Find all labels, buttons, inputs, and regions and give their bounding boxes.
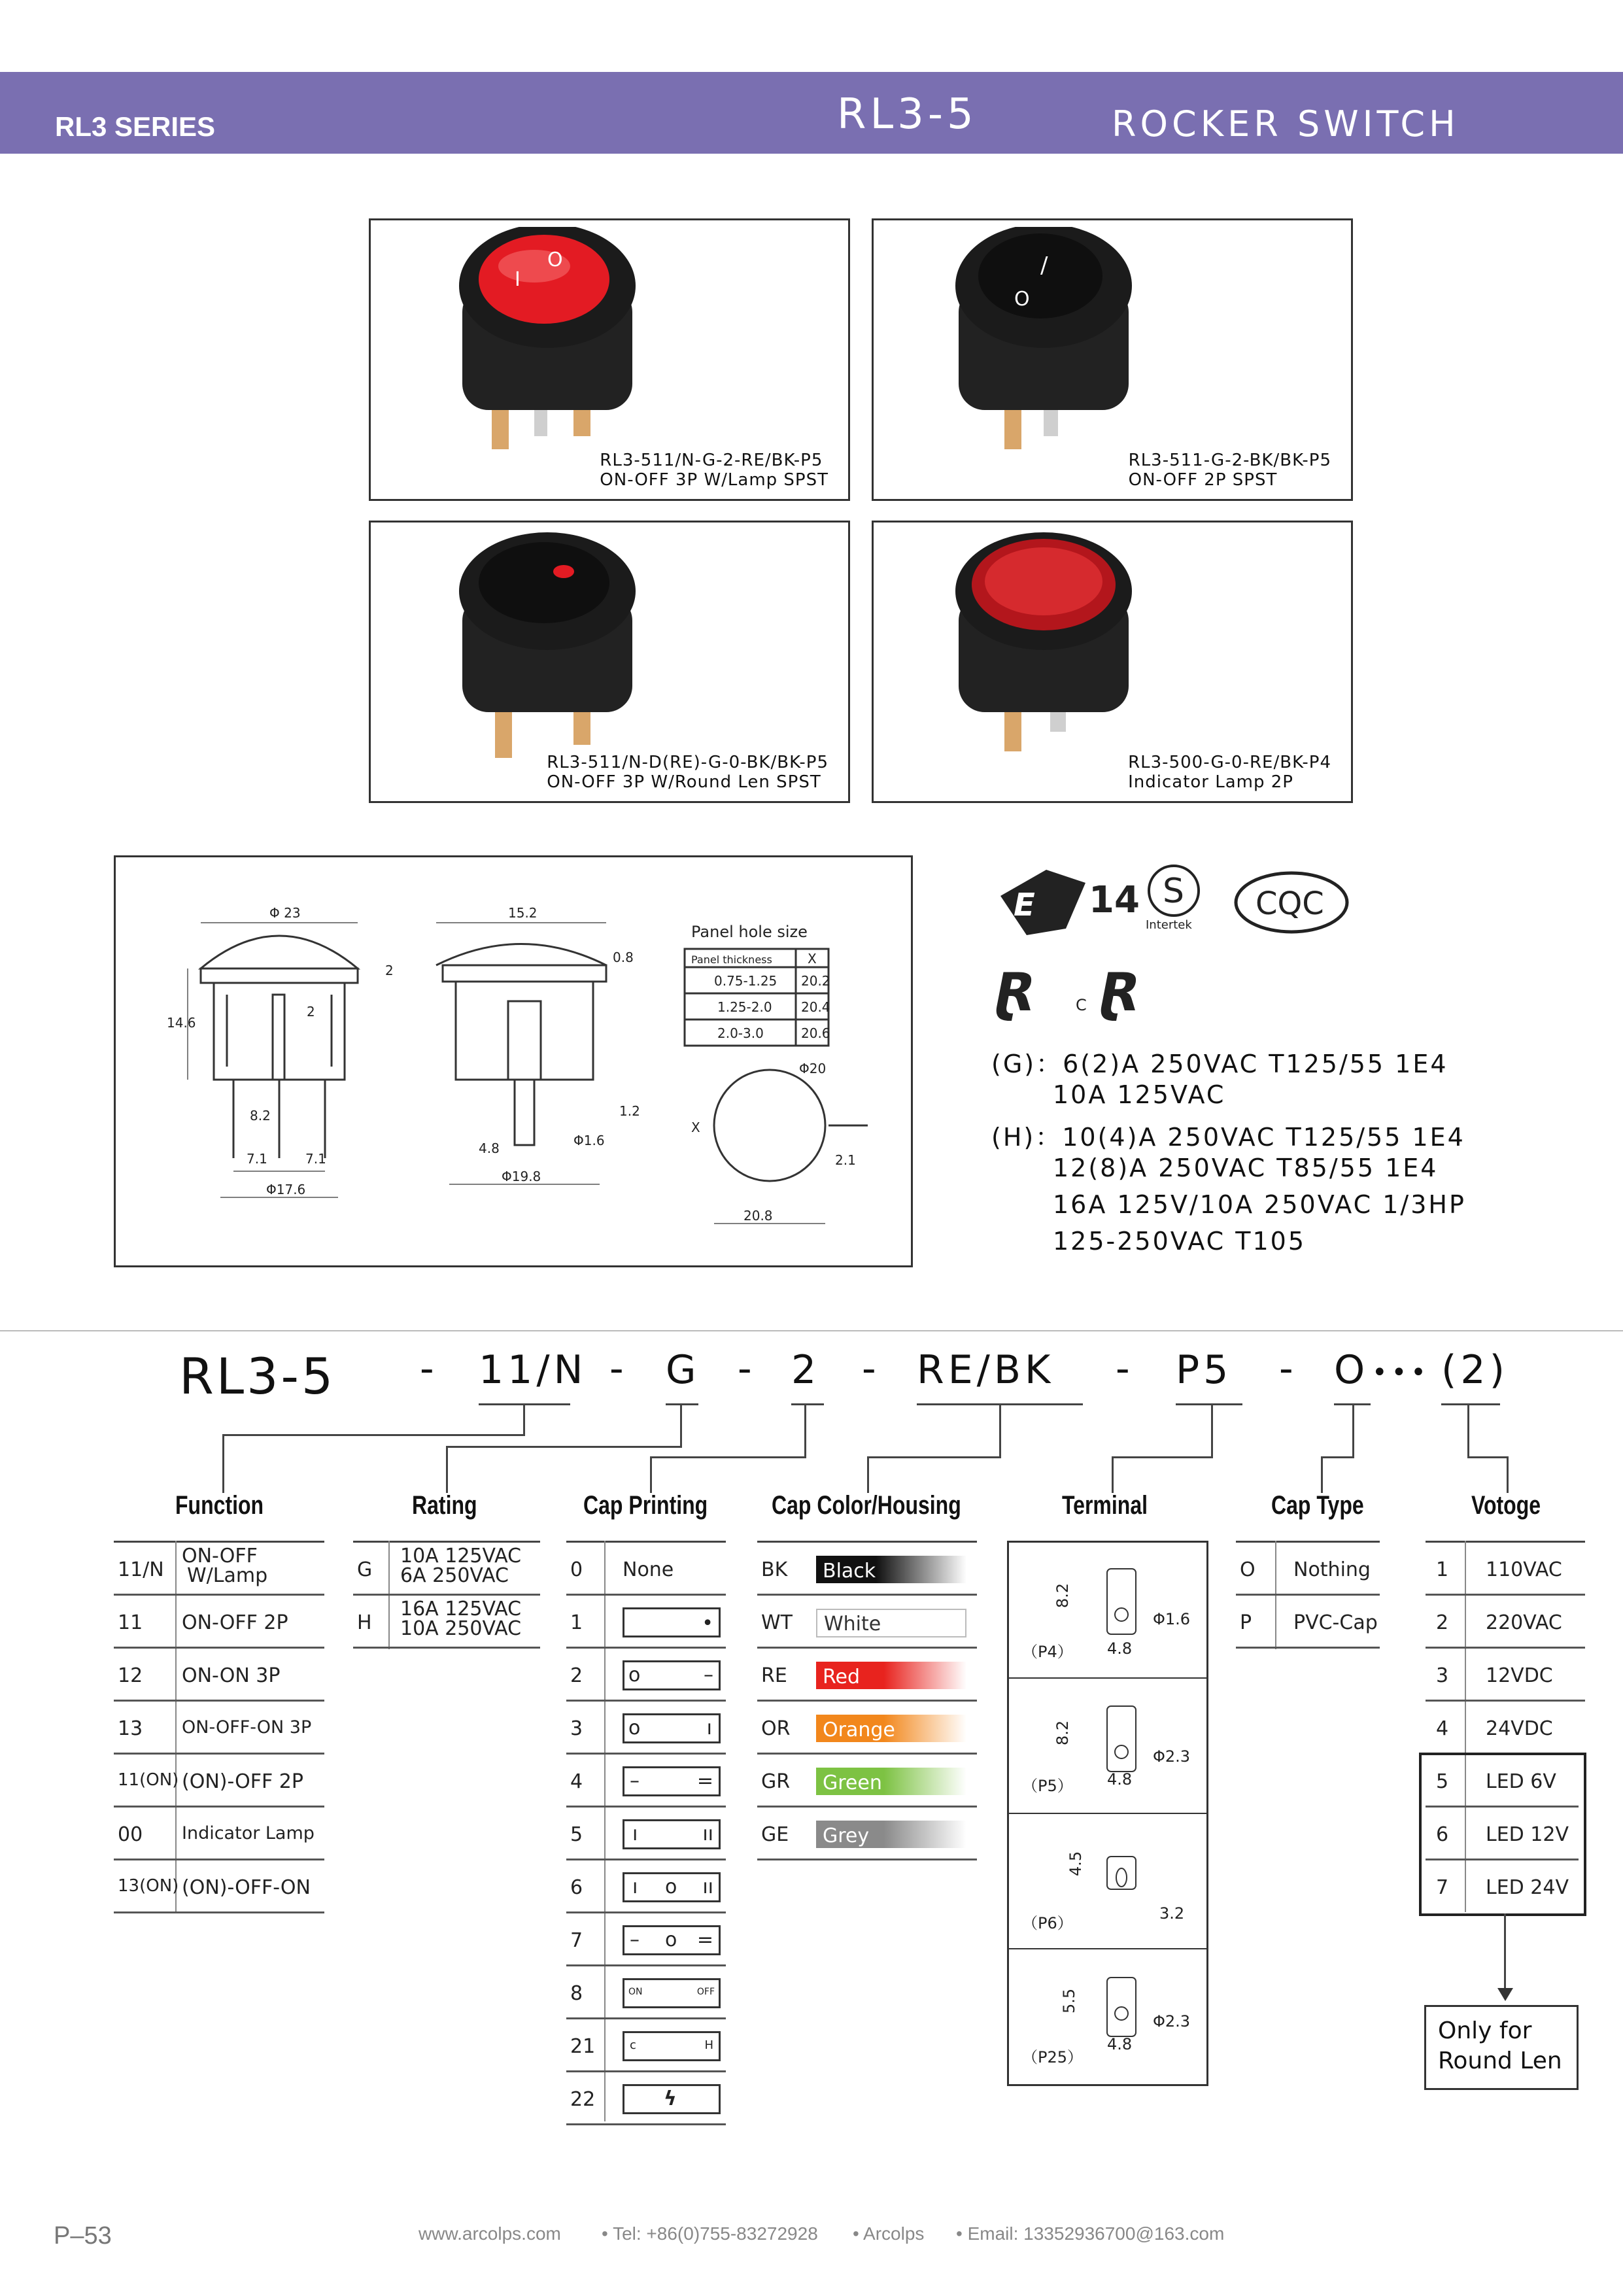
svg-text:20.8: 20.8 (743, 1208, 773, 1224)
spec-line-5: 16A 125V/10A 250VAC 1/3HP (1053, 1190, 1466, 1219)
certification-logos (987, 857, 1367, 1027)
connector (1507, 1456, 1509, 1493)
terminal-table (1007, 1541, 1208, 2086)
connector (804, 1403, 806, 1458)
printing-row: 4 – = (566, 1755, 726, 1808)
switch-image-round-len (436, 529, 658, 791)
connector (523, 1403, 525, 1436)
function-row: 11(ON) (ON)-OFF 2P (114, 1755, 324, 1808)
svg-text:4.5: 4.5 (1067, 1851, 1085, 1876)
svg-text:Φ17.6: Φ17.6 (266, 1182, 306, 1197)
printing-row: 5 ı ıı (566, 1808, 726, 1860)
connector (1112, 1456, 1114, 1493)
function-row: 11 ON-OFF 2P (114, 1596, 324, 1649)
svg-text:4.8: 4.8 (1107, 1770, 1133, 1789)
pn-dash: - (1279, 1346, 1293, 1392)
footer-tel: • Tel: +86(0)755-83272928 (602, 2223, 818, 2244)
svg-text:O: O (1014, 288, 1030, 311)
pn-printing: 2 (791, 1347, 821, 1393)
voltage-row: 6 LED 12V (1426, 1808, 1579, 1860)
svg-text:0.75-1.25: 0.75-1.25 (714, 973, 777, 989)
heading-function: Function (175, 1491, 264, 1520)
photo-2-caption: RL3-511-G-2-BK/BK-P5 ON-OFF 2P SPST (1128, 451, 1331, 490)
heading-terminal: Terminal (1062, 1491, 1148, 1520)
function-row: 12 ON-ON 3P (114, 1649, 324, 1702)
svg-text:Intertek: Intertek (1146, 918, 1192, 932)
spec-line-1: (G)：6(2)A 250VAC T125/55 1E4 (991, 1050, 1448, 1078)
printing-row: 22 ϟ (566, 2072, 726, 2125)
svg-text:C: C (1076, 996, 1087, 1014)
captype-row: P PVC-Cap (1236, 1596, 1380, 1649)
pn-dash: - (738, 1346, 752, 1392)
function-row: 13 ON-OFF-ON 3P (114, 1702, 324, 1755)
rating-row: G 10A 125VAC 6A 250VAC (353, 1543, 540, 1596)
color-row: OR Orange (757, 1702, 977, 1755)
spec-line-3: (H)：10(4)A 250VAC T125/55 1E4 (991, 1123, 1465, 1152)
svg-text:（P4）: （P4） (1022, 1643, 1073, 1661)
svg-text:Φ20: Φ20 (799, 1061, 827, 1076)
connector (680, 1403, 682, 1448)
svg-text:Φ1.6: Φ1.6 (573, 1133, 605, 1148)
ul-logos (994, 962, 1139, 1023)
print-symbol-c-h: c H (623, 2031, 721, 2061)
svg-text:1.2: 1.2 (619, 1103, 640, 1119)
connector (1211, 1403, 1213, 1458)
photo-panel-4 (872, 521, 1353, 803)
svg-text:O: O (547, 248, 563, 271)
photo-panel-1 (369, 218, 850, 501)
svg-text:S: S (1163, 872, 1185, 911)
svg-text:0.8: 0.8 (613, 950, 634, 965)
photo-panel-2 (872, 218, 1353, 501)
connector (867, 1456, 869, 1493)
connector (1441, 1403, 1500, 1405)
svg-text:（P6）: （P6） (1022, 1914, 1073, 1932)
connector (446, 1446, 682, 1448)
footer-brand: • Arcolps (853, 2223, 925, 2244)
arrow-down-icon (1497, 1988, 1513, 2001)
print-symbol-i-ii: ı ıı (623, 1819, 721, 1849)
switch-image-red-lamp (436, 227, 658, 488)
color-row: GE Grey (757, 1808, 977, 1860)
swatch-red: Red (816, 1662, 966, 1689)
print-symbol-i-o-ii: ı o ıı (623, 1872, 721, 1902)
svg-text:Φ2.3: Φ2.3 (1153, 2012, 1191, 2030)
svg-text:Panel hole size: Panel hole size (691, 923, 808, 941)
svg-text:15.2: 15.2 (508, 905, 538, 921)
voltage-row: 1 110VAC (1426, 1543, 1585, 1596)
svg-text:8.2: 8.2 (1053, 1720, 1072, 1745)
photo-1-caption: RL3-511/N-G-2-RE/BK-P5 ON-OFF 3P W/Lamp SPST (600, 451, 829, 490)
svg-text:5.5: 5.5 (1060, 1988, 1078, 2013)
connector (222, 1434, 224, 1493)
svg-text:2: 2 (307, 1004, 315, 1019)
swatch-black: Black (816, 1556, 966, 1583)
printing-row: 1 • (566, 1596, 726, 1649)
print-symbol-text: ON OFF (623, 1978, 721, 2008)
svg-text:CQC: CQC (1256, 885, 1324, 922)
printing-row: 3 o ı (566, 1702, 726, 1755)
footer-email[interactable]: • Email: 13352936700@163.com (956, 2223, 1225, 2244)
connector (650, 1456, 652, 1493)
connector (791, 1403, 824, 1405)
svg-text:2.0-3.0: 2.0-3.0 (717, 1025, 764, 1041)
pn-dash: - (1116, 1346, 1130, 1392)
page-number: P–53 (54, 2222, 112, 2250)
print-symbol-dot: • (623, 1607, 721, 1637)
pn-voltage: (2) (1441, 1347, 1509, 1393)
rating-row: H 16A 125VAC 10A 250VAC (353, 1596, 540, 1649)
function-row: 00 Indicator Lamp (114, 1808, 324, 1860)
photo-panel-3 (369, 521, 850, 803)
connector (999, 1403, 1001, 1458)
svg-text:8.2: 8.2 (250, 1108, 271, 1123)
intertek-logo (1146, 866, 1199, 932)
terminal-diagrams (1009, 1543, 1206, 2084)
printing-row: 6 ı o ıı (566, 1860, 726, 1913)
print-symbol-o-i: o ı (623, 1713, 721, 1743)
svg-text:4.8: 4.8 (1107, 2035, 1133, 2053)
svg-text:3.2: 3.2 (1159, 1904, 1185, 1923)
printing-row: 21 c H (566, 2019, 726, 2072)
color-row: RE Red (757, 1649, 977, 1702)
svg-text:Φ2.3: Φ2.3 (1153, 1747, 1191, 1766)
connector (1352, 1403, 1354, 1458)
series-label: RL3 SERIES (55, 111, 216, 142)
svg-text:E: E (1014, 887, 1035, 923)
svg-text:X: X (691, 1120, 700, 1135)
svg-text:1.25-2.0: 1.25-2.0 (717, 999, 772, 1015)
printing-row: 7 – o = (566, 1913, 726, 1966)
print-symbol-o-dash: o – (623, 1660, 721, 1690)
connector (867, 1456, 1001, 1458)
heading-rating: Rating (412, 1491, 477, 1520)
swatch-orange: Orange (816, 1715, 966, 1742)
pn-dots: ••• (1372, 1358, 1430, 1388)
voltage-row: 5 LED 6V (1426, 1755, 1579, 1808)
photo-4-caption: RL3-500-G-0-RE/BK-P4 Indicator Lamp 2P (1128, 753, 1331, 792)
print-symbol-dash-o-eq: – o = (623, 1925, 721, 1955)
switch-image-indicator (926, 529, 1148, 791)
pn-captype: O (1334, 1347, 1369, 1393)
voltage-row: 2 220VAC (1426, 1596, 1585, 1649)
connector (1467, 1403, 1469, 1458)
function-row: 11/N ON-OFF W/Lamp (114, 1543, 324, 1596)
svg-text:4.8: 4.8 (479, 1140, 500, 1156)
dimension-drawing (116, 857, 911, 1265)
spec-line-6: 125-250VAC T105 (1053, 1227, 1307, 1256)
swatch-grey: Grey (816, 1821, 966, 1848)
color-row: WT White (757, 1596, 977, 1649)
heading-cap-printing: Cap Printing (583, 1491, 708, 1520)
svg-text:Φ1.6: Φ1.6 (1153, 1610, 1191, 1628)
spec-line-4: 12(8)A 250VAC T85/55 1E4 (1053, 1154, 1439, 1182)
pn-dash: - (609, 1346, 624, 1392)
connector (446, 1446, 448, 1493)
pn-function: 11/N (479, 1347, 587, 1393)
color-row: GR Green (757, 1755, 977, 1808)
svg-text:Φ19.8: Φ19.8 (502, 1169, 541, 1184)
svg-text:14.6: 14.6 (167, 1015, 196, 1031)
section-divider (0, 1330, 1623, 1331)
svg-text:Ɽ: Ɽ (994, 962, 1034, 1023)
color-row: BK Black (757, 1543, 977, 1596)
svg-text:20.2: 20.2 (801, 973, 830, 989)
pn-dash: - (862, 1346, 876, 1392)
svg-text:（P5）: （P5） (1022, 1777, 1073, 1795)
switch-image-black (926, 227, 1148, 488)
svg-text:Φ 23: Φ 23 (269, 905, 301, 921)
part-number-model: RL3-5 (179, 1347, 336, 1405)
svg-text:20.4: 20.4 (801, 999, 830, 1015)
voltage-row: 3 12VDC (1426, 1649, 1585, 1702)
printing-row: 0 None (566, 1543, 726, 1596)
cqc-logo (1236, 873, 1347, 932)
connector (1321, 1456, 1323, 1493)
svg-text:X: X (808, 951, 817, 967)
technical-drawing (114, 855, 913, 1267)
pn-dash: - (420, 1346, 434, 1392)
pn-terminal: P5 (1176, 1347, 1233, 1393)
connector (650, 1456, 806, 1458)
pn-color: RE/BK (917, 1347, 1055, 1393)
printing-row: 8 ON OFF (566, 1966, 726, 2019)
svg-text:Ɽ: Ɽ (1099, 962, 1139, 1023)
voltage-row: 4 24VDC (1426, 1702, 1585, 1755)
captype-row: O Nothing (1236, 1543, 1380, 1596)
svg-text:Panel thickness: Panel thickness (691, 953, 772, 966)
svg-text:2.1: 2.1 (835, 1152, 856, 1168)
function-row: 13(ON) (ON)-OFF-ON (114, 1860, 324, 1913)
svg-text:20.6: 20.6 (801, 1025, 830, 1041)
footer-website[interactable]: www.arcolps.com (419, 2223, 561, 2244)
connector (222, 1434, 525, 1436)
connector (1176, 1403, 1242, 1405)
spec-line-2: 10A 125VAC (1053, 1080, 1226, 1109)
connector (666, 1403, 698, 1405)
round-len-note: Only for Round Len (1424, 2005, 1579, 2090)
svg-text:2: 2 (385, 963, 394, 978)
svg-text:/: / (1040, 252, 1048, 279)
print-symbol-dash-eq: – = (623, 1766, 721, 1796)
photo-3-caption: RL3-511/N-D(RE)-G-0-BK/BK-P5 ON-OFF 3P W/Round Len SPST (547, 753, 829, 792)
connector (1112, 1456, 1213, 1458)
heading-cap-color: Cap Color/Housing (772, 1491, 961, 1520)
connector (1321, 1456, 1354, 1458)
heading-voltage: Votoge (1471, 1491, 1541, 1520)
lightning-icon: ϟ (623, 2084, 721, 2114)
pn-rating: G (666, 1347, 700, 1393)
svg-text:4.8: 4.8 (1107, 1639, 1133, 1658)
svg-text:7.1: 7.1 (305, 1151, 326, 1167)
connector (1467, 1456, 1507, 1458)
swatch-green: Green (816, 1768, 966, 1795)
svg-text:14: 14 (1089, 879, 1140, 921)
svg-text:7.1: 7.1 (247, 1151, 267, 1167)
printing-row: 2 o – (566, 1649, 726, 1702)
model-title: RL3-5 (837, 90, 978, 139)
arrow-line (1504, 1913, 1506, 1992)
voltage-row: 7 LED 24V (1436, 1876, 1569, 1899)
svg-text:8.2: 8.2 (1053, 1583, 1072, 1608)
svg-text:（P25）: （P25） (1022, 2048, 1084, 2066)
product-type: ROCKER SWITCH (1112, 103, 1460, 145)
heading-cap-type: Cap Type (1271, 1491, 1364, 1520)
svg-text:I: I (515, 268, 521, 291)
swatch-white: White (816, 1609, 966, 1637)
enec-logo (1000, 870, 1140, 935)
